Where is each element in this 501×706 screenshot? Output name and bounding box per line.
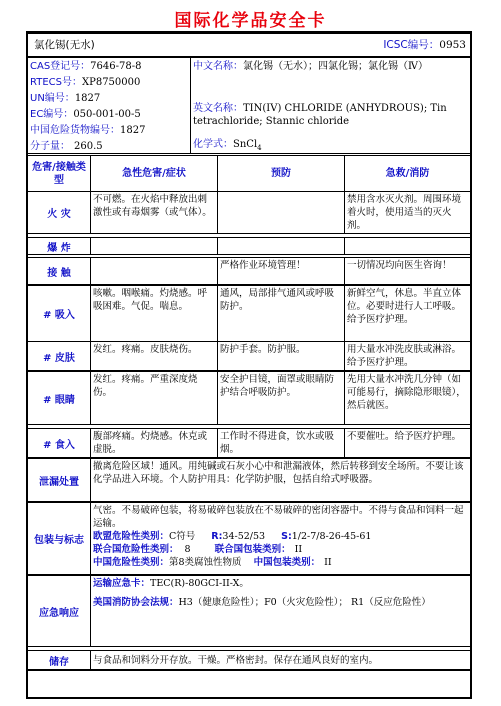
un-line: [30, 92, 100, 105]
s-phrase-value: 1/2-7/8-26-45-61: [291, 531, 372, 542]
formula-label: 化学式：: [193, 139, 233, 150]
row-contact-label: 接 触: [26, 257, 91, 285]
un-label: UN编号：: [30, 93, 75, 104]
row-ingestion-label: # 食入: [26, 428, 91, 458]
transport-card-label: 运输应急卡：: [93, 578, 151, 589]
formula-subscript: 4: [257, 144, 262, 152]
row-explosion-label: 爆 炸: [26, 237, 91, 255]
storage-label: 储存: [26, 650, 91, 671]
chemical-name: 氯化锡(无水): [34, 39, 95, 51]
nfpa-value: H3（健康危险性）；F0（火灾危险性）； R1（反应危险性）: [178, 597, 431, 608]
row-skin-prevent: 防护手套。防护服。: [217, 341, 345, 371]
icsc-number: [383, 39, 466, 52]
row-eyes-aid: 先用大量水冲洗几分钟（如可能易行，摘除隐形眼镜），然后就医。: [344, 371, 472, 425]
cn-pack-value: II: [324, 557, 332, 568]
spill-label: 泄漏处置: [26, 458, 91, 502]
row-explosion-hazard: [90, 237, 218, 255]
transport-card-value: TEC(R)-80GCI-II-X。: [150, 578, 249, 589]
packaging-text: [90, 502, 472, 575]
eu-class-value: C符号: [169, 531, 196, 542]
en-name-line: [193, 102, 469, 128]
row-inhalation-prevent: 通风，局部排气通风或呼吸防护。: [217, 285, 345, 342]
ec-label: EC编号：: [30, 109, 74, 120]
names-block: [190, 57, 472, 154]
th-contact-type: 危害/接触类型: [26, 155, 91, 192]
row-fire-label: 火 灾: [26, 191, 91, 234]
spill-text: 撤离危险区域！通风。用纯碱或石灰小心中和泄漏液体，然后转移到安全场所。不要让该化学品进入环境。个人防护用具：化学防护服，包括自给式呼吸器。: [90, 458, 472, 502]
packaging-cn-line: [93, 556, 468, 569]
nfpa-line: [93, 596, 468, 609]
packaging-label: 包装与标志: [26, 502, 91, 575]
card-title: 国际化学品安全卡: [174, 11, 327, 31]
cn-dg-value: 1827: [120, 125, 146, 136]
formula-main: SnCl: [233, 139, 258, 150]
th-hazard: 急性危害/症状: [90, 155, 218, 192]
cas-value: 7646-78-8: [90, 61, 142, 72]
s-phrase-label: S:: [281, 531, 292, 542]
row-skin-label: # 皮肤: [26, 341, 91, 371]
icsc-label: ICSC编号：: [383, 39, 440, 51]
un-class-label: 联合国危险性类别：: [93, 544, 179, 555]
row-contact-aid: 一切情况均向医生咨询！: [344, 257, 472, 285]
cn-class-value: 第8类腐蚀性物质: [169, 557, 242, 568]
rtecs-value: XP8750000: [81, 77, 141, 88]
mw-line: [30, 140, 103, 153]
un-value: 1827: [74, 93, 101, 104]
packaging-eu-line: [93, 530, 468, 543]
cn-name-value: 氯化锡（无水）；四氯化锡；氯化锡（Ⅳ）: [243, 61, 428, 72]
row-eyes-hazard: 发红。疼痛。严重深度烧伤。: [90, 371, 218, 425]
cn-dg-label: 中国危险货物编号：: [30, 125, 120, 136]
th-prevention: 预防: [217, 155, 345, 192]
packaging-line1: 气密。不易破碎包装，将易破碎包装放在不易破碎的密闭容器中。不得与食品和饲料一起运输。: [93, 505, 464, 529]
row-eyes-prevent: 安全护目镜，面罩或眼睛防护结合呼吸防护。: [217, 371, 345, 425]
ec-line: [30, 108, 141, 121]
row-fire-aid: 禁用含水灭火剂。周围环境着火时，使用适当的灭火剂。: [344, 191, 472, 234]
nfpa-label: 美国消防协会法规：: [93, 597, 179, 608]
row-inhalation-hazard: 咳嗽。咽喉痛。灼烧感。呼吸困难。气促。喘息。: [90, 285, 218, 342]
row-skin-hazard: 发红。疼痛。皮肤烧伤。: [90, 341, 218, 371]
r-phrase-value: 34-52/53: [222, 531, 266, 542]
row-contact-prevent: 严格作业环境管理！: [217, 257, 345, 285]
cn-dg-line: [30, 124, 145, 137]
storage-text: 与食品和饲料分开存放。干燥。严格密封。保存在通风良好的室内。: [90, 650, 472, 671]
row-contact-hazard: [90, 257, 218, 285]
row-fire-prevent: [217, 191, 345, 234]
row-ingestion-prevent: 工作时不得进食，饮水或吸烟。: [217, 428, 345, 458]
row-eyes-label: # 眼睛: [26, 371, 91, 425]
cn-name-line: [193, 60, 469, 73]
row-fire-hazard: 不可燃。在火焰中释放出刺激性或有毒烟雾（或气体）。: [90, 191, 218, 234]
un-class-value: 8: [184, 544, 191, 555]
rtecs-label: RTECS号：: [30, 77, 82, 88]
icsc-value: 0953: [439, 39, 466, 51]
mw-label: 分子量：: [30, 141, 70, 152]
header-row: [26, 33, 472, 57]
row-inhalation-aid: 新鲜空气，休息。半直立体位。必要时进行人工呼吸。给予医疗护理。: [344, 285, 472, 342]
rtecs-line: [30, 76, 140, 89]
en-name-label: 英文名称：: [193, 103, 243, 114]
th-first-aid: 急救/消防: [344, 155, 472, 192]
row-inhalation-label: # 吸入: [26, 285, 91, 342]
row-explosion-aid: [344, 237, 472, 255]
cas-label: CAS登记号：: [30, 61, 91, 72]
emergency-text: [90, 575, 472, 647]
cn-class-label: 中国危险性类别：: [93, 557, 170, 568]
cn-name-label: 中文名称：: [193, 61, 243, 72]
packaging-un-line: [93, 543, 468, 556]
r-phrase-label: R:: [211, 531, 223, 542]
ec-value: 050-001-00-5: [73, 109, 141, 120]
formula-line: [193, 138, 262, 154]
row-ingestion-aid: 不要催吐。给予医疗护理。: [344, 428, 472, 458]
row-skin-aid: 用大量水冲洗皮肤或淋浴。给予医疗护理。: [344, 341, 472, 371]
mw-value: 260.5: [74, 141, 103, 152]
identifiers-block: [26, 57, 191, 154]
transport-card-line: [93, 577, 468, 590]
emergency-label: 应急响应: [26, 575, 91, 647]
row-ingestion-hazard: 腹部疼痛。灼烧感。休克或虚脱。: [90, 428, 218, 458]
cn-pack-label: 中国包装类别：: [253, 557, 321, 568]
eu-class-label: 欧盟危险性类别：: [93, 531, 170, 542]
row-explosion-prevent: [217, 237, 345, 255]
cas-line: [30, 60, 141, 73]
en-name-value: TIN(IV) CHLORIDE (ANHYDROUS); Tin tetrachloride; Stannic chloride: [193, 103, 447, 127]
un-pack-label: 联合国包装类别：: [214, 544, 291, 555]
un-pack-value: II: [294, 544, 303, 555]
